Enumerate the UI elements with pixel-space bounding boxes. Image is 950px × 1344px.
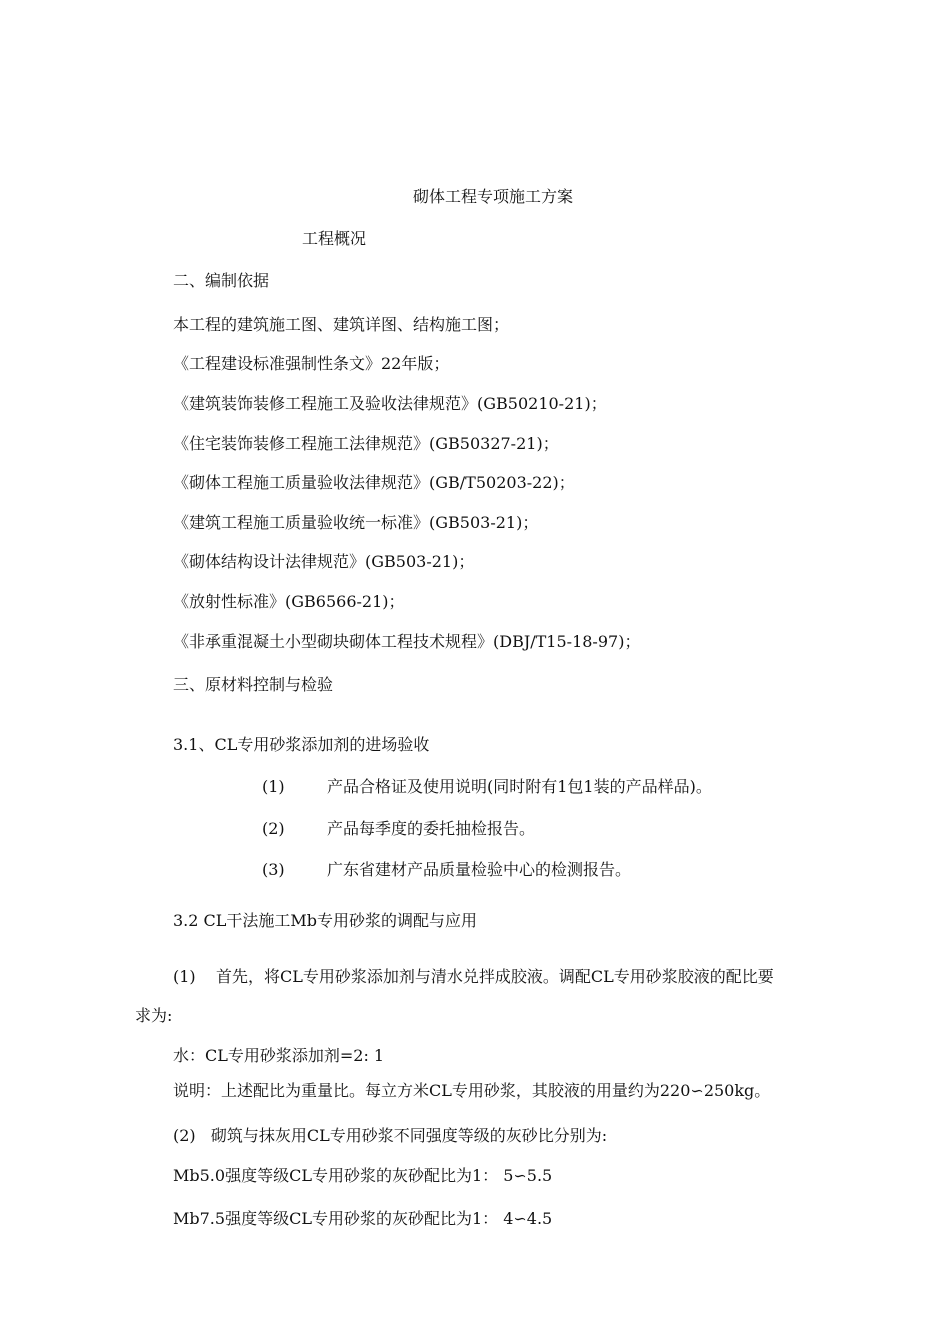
mix-ratio: 水：CL专用砂浆添加剂=2: 1	[173, 1046, 385, 1065]
section-overview-heading: 工程概况	[302, 229, 367, 248]
basis-item: 《建筑装饰装修工程施工及验收法律规范》(GB50210-21)；	[173, 394, 607, 413]
list-item-number: (1)	[262, 777, 285, 796]
subsection-3-2-heading: 3.2 CL干法施工Mb专用砂浆的调配与应用	[173, 911, 478, 930]
paragraph-1-line-1: (1) 首先，将CL专用砂浆添加剂与清水兑拌成胶液。调配CL专用砂浆胶液的配比要	[173, 967, 774, 986]
grade-ratio: Mb5.0强度等级CL专用砂浆的灰砂配比为1： 5∽5.5	[173, 1166, 553, 1185]
basis-item: 《放射性标准》(GB6566-21)；	[173, 592, 405, 611]
section2-heading: 二、编制依据	[173, 271, 270, 290]
basis-item: 《工程建设标准强制性条文》22年版；	[173, 354, 450, 373]
basis-item: 本工程的建筑施工图、建筑详图、结构施工图；	[173, 315, 510, 334]
paragraph-1-line-2: 求为:	[135, 1006, 173, 1025]
basis-item: 《非承重混凝土小型砌块砌体工程技术规程》(DBJ/T15-18-97)；	[173, 632, 641, 651]
basis-item: 《砌体工程施工质量验收法律规范》(GB/T50203-22)；	[173, 473, 575, 492]
ratio-note: 说明：上述配比为重量比。每立方米CL专用砂浆，其胶液的用量约为220∽250kg。	[173, 1081, 771, 1100]
list-item-number: (3)	[262, 860, 285, 879]
list-item-text: 产品合格证及使用说明(同时附有1包1装的产品样品)。	[327, 777, 712, 796]
grade-ratio: Mb7.5强度等级CL专用砂浆的灰砂配比为1： 4∽4.5	[173, 1209, 553, 1228]
section3-heading: 三、原材料控制与检验	[173, 675, 334, 694]
basis-item: 《住宅装饰装修工程施工法律规范》(GB50327-21)；	[173, 434, 559, 453]
list-item-text: 广东省建材产品质量检验中心的检测报告。	[327, 860, 632, 879]
list-item-number: (2)	[262, 819, 285, 838]
subsection-3-1-heading: 3.1、CL专用砂浆添加剂的进场验收	[173, 735, 430, 754]
document-title: 砌体工程专项施工方案	[413, 187, 574, 206]
list-item-text: 产品每季度的委托抽检报告。	[327, 819, 536, 838]
basis-item: 《砌体结构设计法律规范》(GB503-21)；	[173, 552, 475, 571]
paragraph-2: (2) 砌筑与抹灰用CL专用砂浆不同强度等级的灰砂比分别为:	[173, 1126, 608, 1145]
basis-item: 《建筑工程施工质量验收统一标准》(GB503-21)；	[173, 513, 539, 532]
